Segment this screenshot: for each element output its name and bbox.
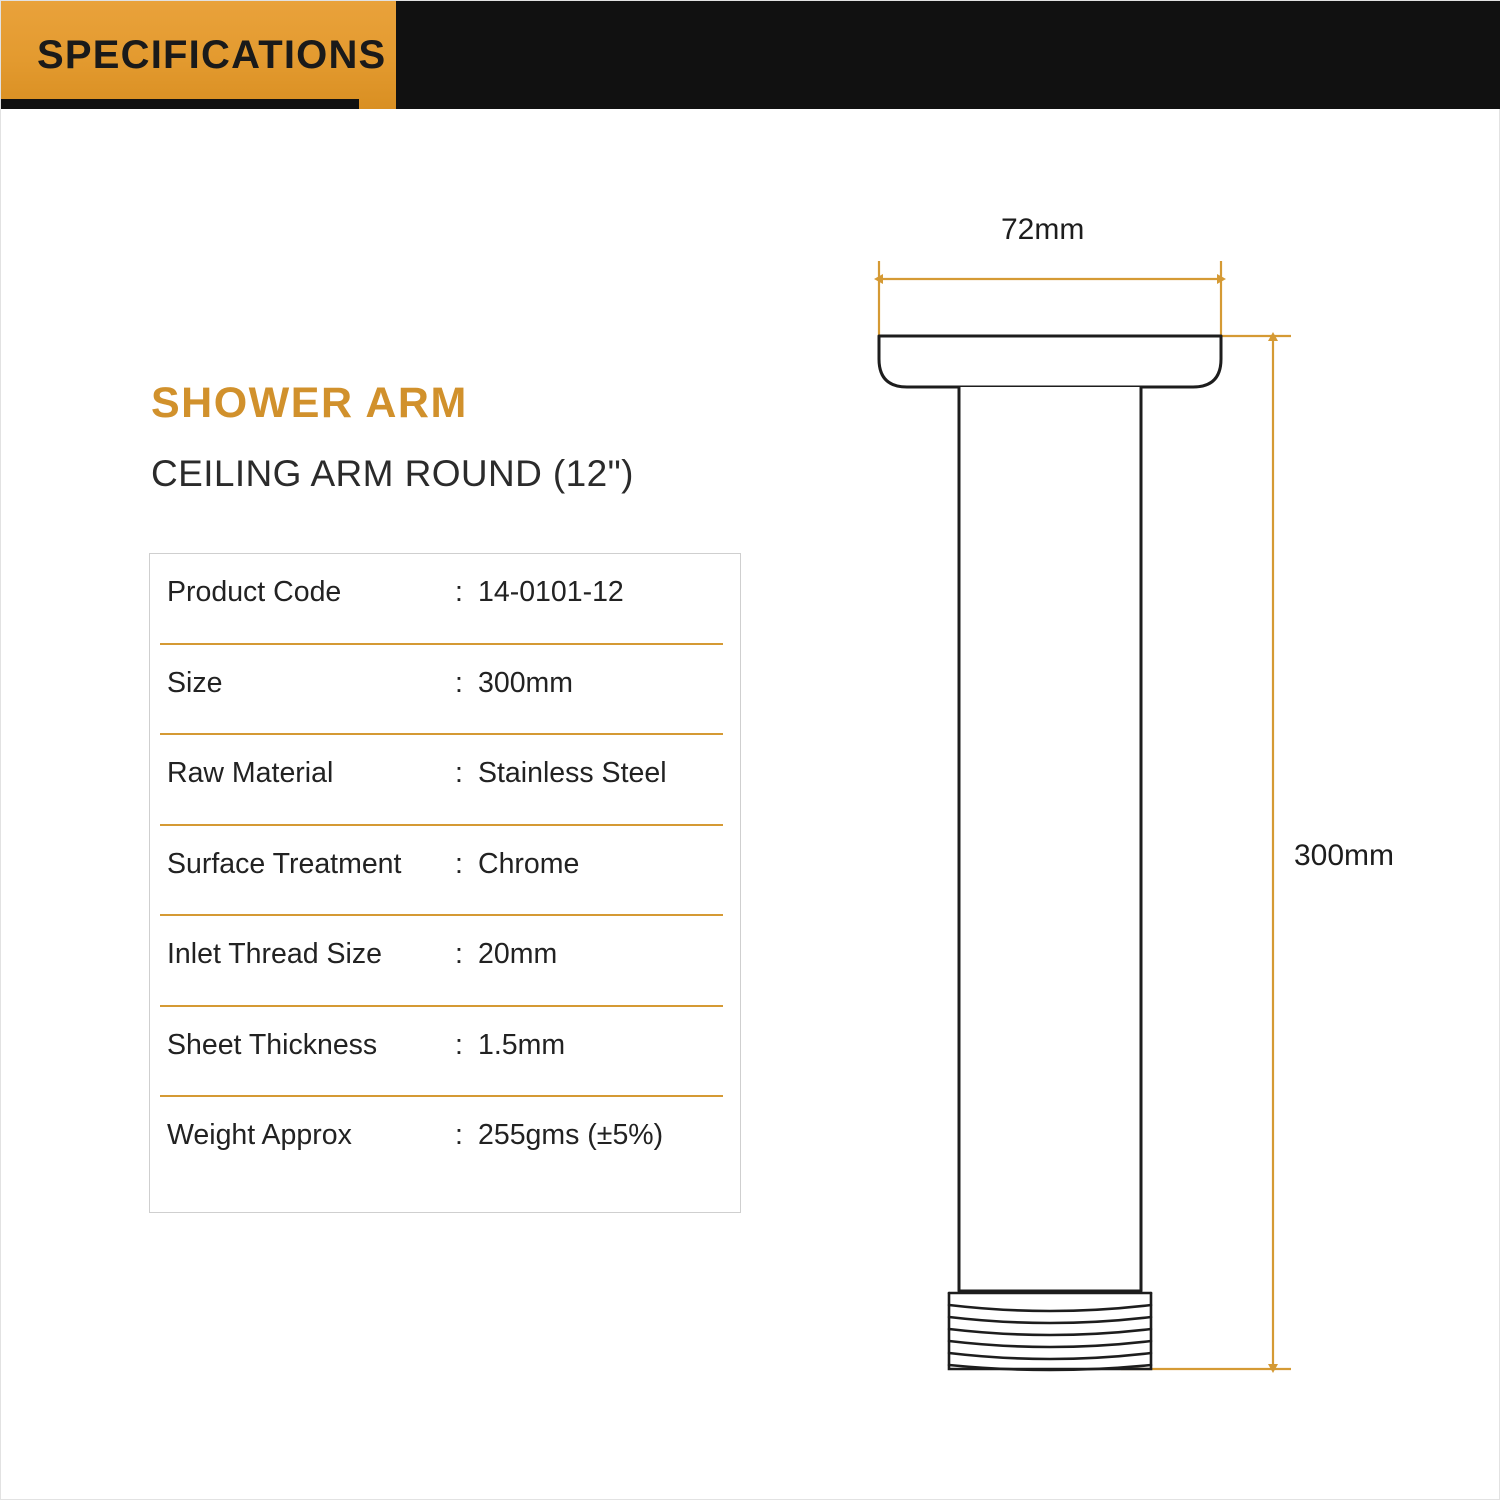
product-technical-drawing bbox=[821, 181, 1461, 1441]
page-title: SPECIFICATIONS bbox=[37, 33, 387, 77]
spec-label: Product Code bbox=[167, 576, 342, 608]
spec-colon: : bbox=[455, 666, 463, 699]
specifications-list bbox=[150, 554, 742, 1188]
spec-value: Stainless Steel bbox=[478, 757, 667, 789]
spec-label: Sheet Thickness bbox=[167, 1028, 378, 1061]
height-dimension bbox=[1121, 336, 1291, 1369]
table-row bbox=[150, 1097, 742, 1188]
header-banner bbox=[1, 1, 1500, 109]
spec-value: Chrome bbox=[478, 847, 580, 880]
dimension-label-height: 300mm bbox=[1294, 839, 1395, 872]
spec-colon: : bbox=[455, 757, 463, 789]
spec-label: Weight Approx bbox=[167, 1119, 352, 1151]
spec-label: Surface Treatment bbox=[167, 847, 402, 880]
threaded-end bbox=[949, 1293, 1151, 1370]
spec-colon: : bbox=[455, 847, 463, 880]
shower-arm-outline bbox=[879, 336, 1221, 1291]
table-row bbox=[150, 916, 742, 1007]
table-row bbox=[150, 826, 742, 917]
spec-value: 255gms (±5%) bbox=[478, 1119, 664, 1151]
product-name: SHOWER ARM bbox=[151, 379, 468, 427]
spec-label: Raw Material bbox=[167, 757, 334, 789]
table-row bbox=[150, 554, 742, 645]
spec-colon: : bbox=[455, 1028, 463, 1061]
specifications-table bbox=[149, 553, 741, 1213]
product-subtitle: CEILING ARM ROUND (12") bbox=[151, 453, 634, 494]
spec-colon: : bbox=[455, 576, 463, 608]
table-row bbox=[150, 1007, 742, 1098]
table-row bbox=[150, 645, 742, 736]
spec-colon: : bbox=[455, 938, 463, 970]
spec-colon: : bbox=[455, 1119, 463, 1151]
table-row bbox=[150, 735, 742, 826]
spec-value: 300mm bbox=[478, 666, 574, 699]
spec-value: 20mm bbox=[478, 938, 558, 970]
dimension-label-width: 72mm bbox=[1001, 213, 1085, 246]
spec-value: 1.5mm bbox=[478, 1028, 566, 1061]
spec-value: 14-0101-12 bbox=[478, 576, 624, 608]
spec-label: Inlet Thread Size bbox=[167, 938, 382, 970]
spec-label: Size bbox=[167, 666, 223, 699]
